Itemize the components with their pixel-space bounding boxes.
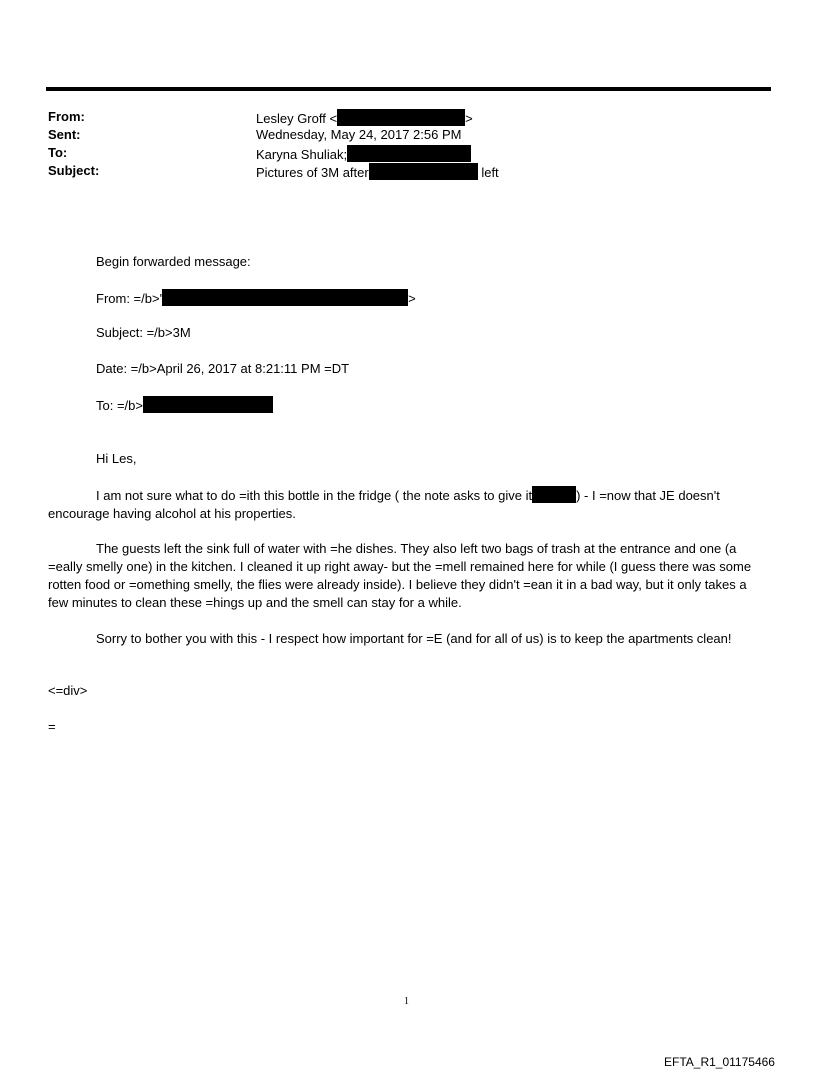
redaction-block — [162, 289, 408, 306]
subject-after: left — [477, 165, 499, 180]
forward-to-prefix: To: =/b> — [96, 398, 143, 413]
forward-intro: Begin forwarded message: — [96, 254, 251, 269]
to-value — [256, 145, 471, 162]
from-close: > — [465, 111, 473, 126]
body-paragraph-1 — [48, 486, 770, 523]
to-label: To: — [48, 145, 68, 160]
redaction-block — [337, 109, 465, 126]
header-rule — [46, 87, 771, 91]
body-paragraph-2: The guests left the sink full of water with =he dishes. They also left two bags of trash at the entrance and one (a =eally smelly one) in the kitchen. I cleaned it up right away- but the =mell remained here for while (I guess there was some rotten food or =omething smelly, the flies were already inside). I believe they didn't =ean it in a bad way, but it only takes a few minutes to clean these =hings up and the smell can stay for a while. — [48, 541, 752, 610]
p1-before: I am not sure what to do =ith this bottle in the fridge ( the note asks to give it — [96, 488, 533, 503]
forward-date: Date: =/b>April 26, 2017 at 8:21:11 PM =DT — [96, 361, 350, 376]
from-value — [256, 109, 473, 126]
equals-text: = — [48, 719, 56, 734]
body-paragraph-3: Sorry to bother you with this - I respect how important for =E (and for all of us) is to keep the apartments clean! — [96, 631, 732, 646]
forward-subject: Subject: =/b>3M — [96, 325, 191, 340]
sent-label: Sent: — [48, 127, 81, 142]
forward-to — [96, 396, 273, 413]
from-label: From: — [48, 109, 85, 124]
sent-value: Wednesday, May 24, 2017 2:56 PM — [256, 127, 462, 142]
forward-from-suffix: > — [408, 291, 416, 306]
redaction-block — [369, 163, 478, 180]
redaction-block — [532, 486, 576, 503]
from-name: Lesley Groff < — [256, 111, 338, 126]
subject-before: Pictures of 3M after — [256, 165, 369, 180]
subject-value — [256, 163, 499, 180]
forward-from — [96, 289, 416, 306]
forward-from-prefix: From: =/b>' — [96, 291, 163, 306]
page-number: 1 — [404, 996, 409, 1007]
redaction-block — [143, 396, 273, 413]
div-tag-text: <=div> — [48, 683, 88, 698]
to-name: Karyna Shuliak; — [256, 147, 348, 162]
bates-number: EFTA_R1_01175466 — [664, 1055, 775, 1069]
greeting: Hi Les, — [96, 451, 137, 466]
subject-label: Subject: — [48, 163, 100, 178]
redaction-block — [347, 145, 471, 162]
p1-after: ) - I =now that JE doesn't encourage having alcohol at his properties. — [48, 488, 720, 521]
